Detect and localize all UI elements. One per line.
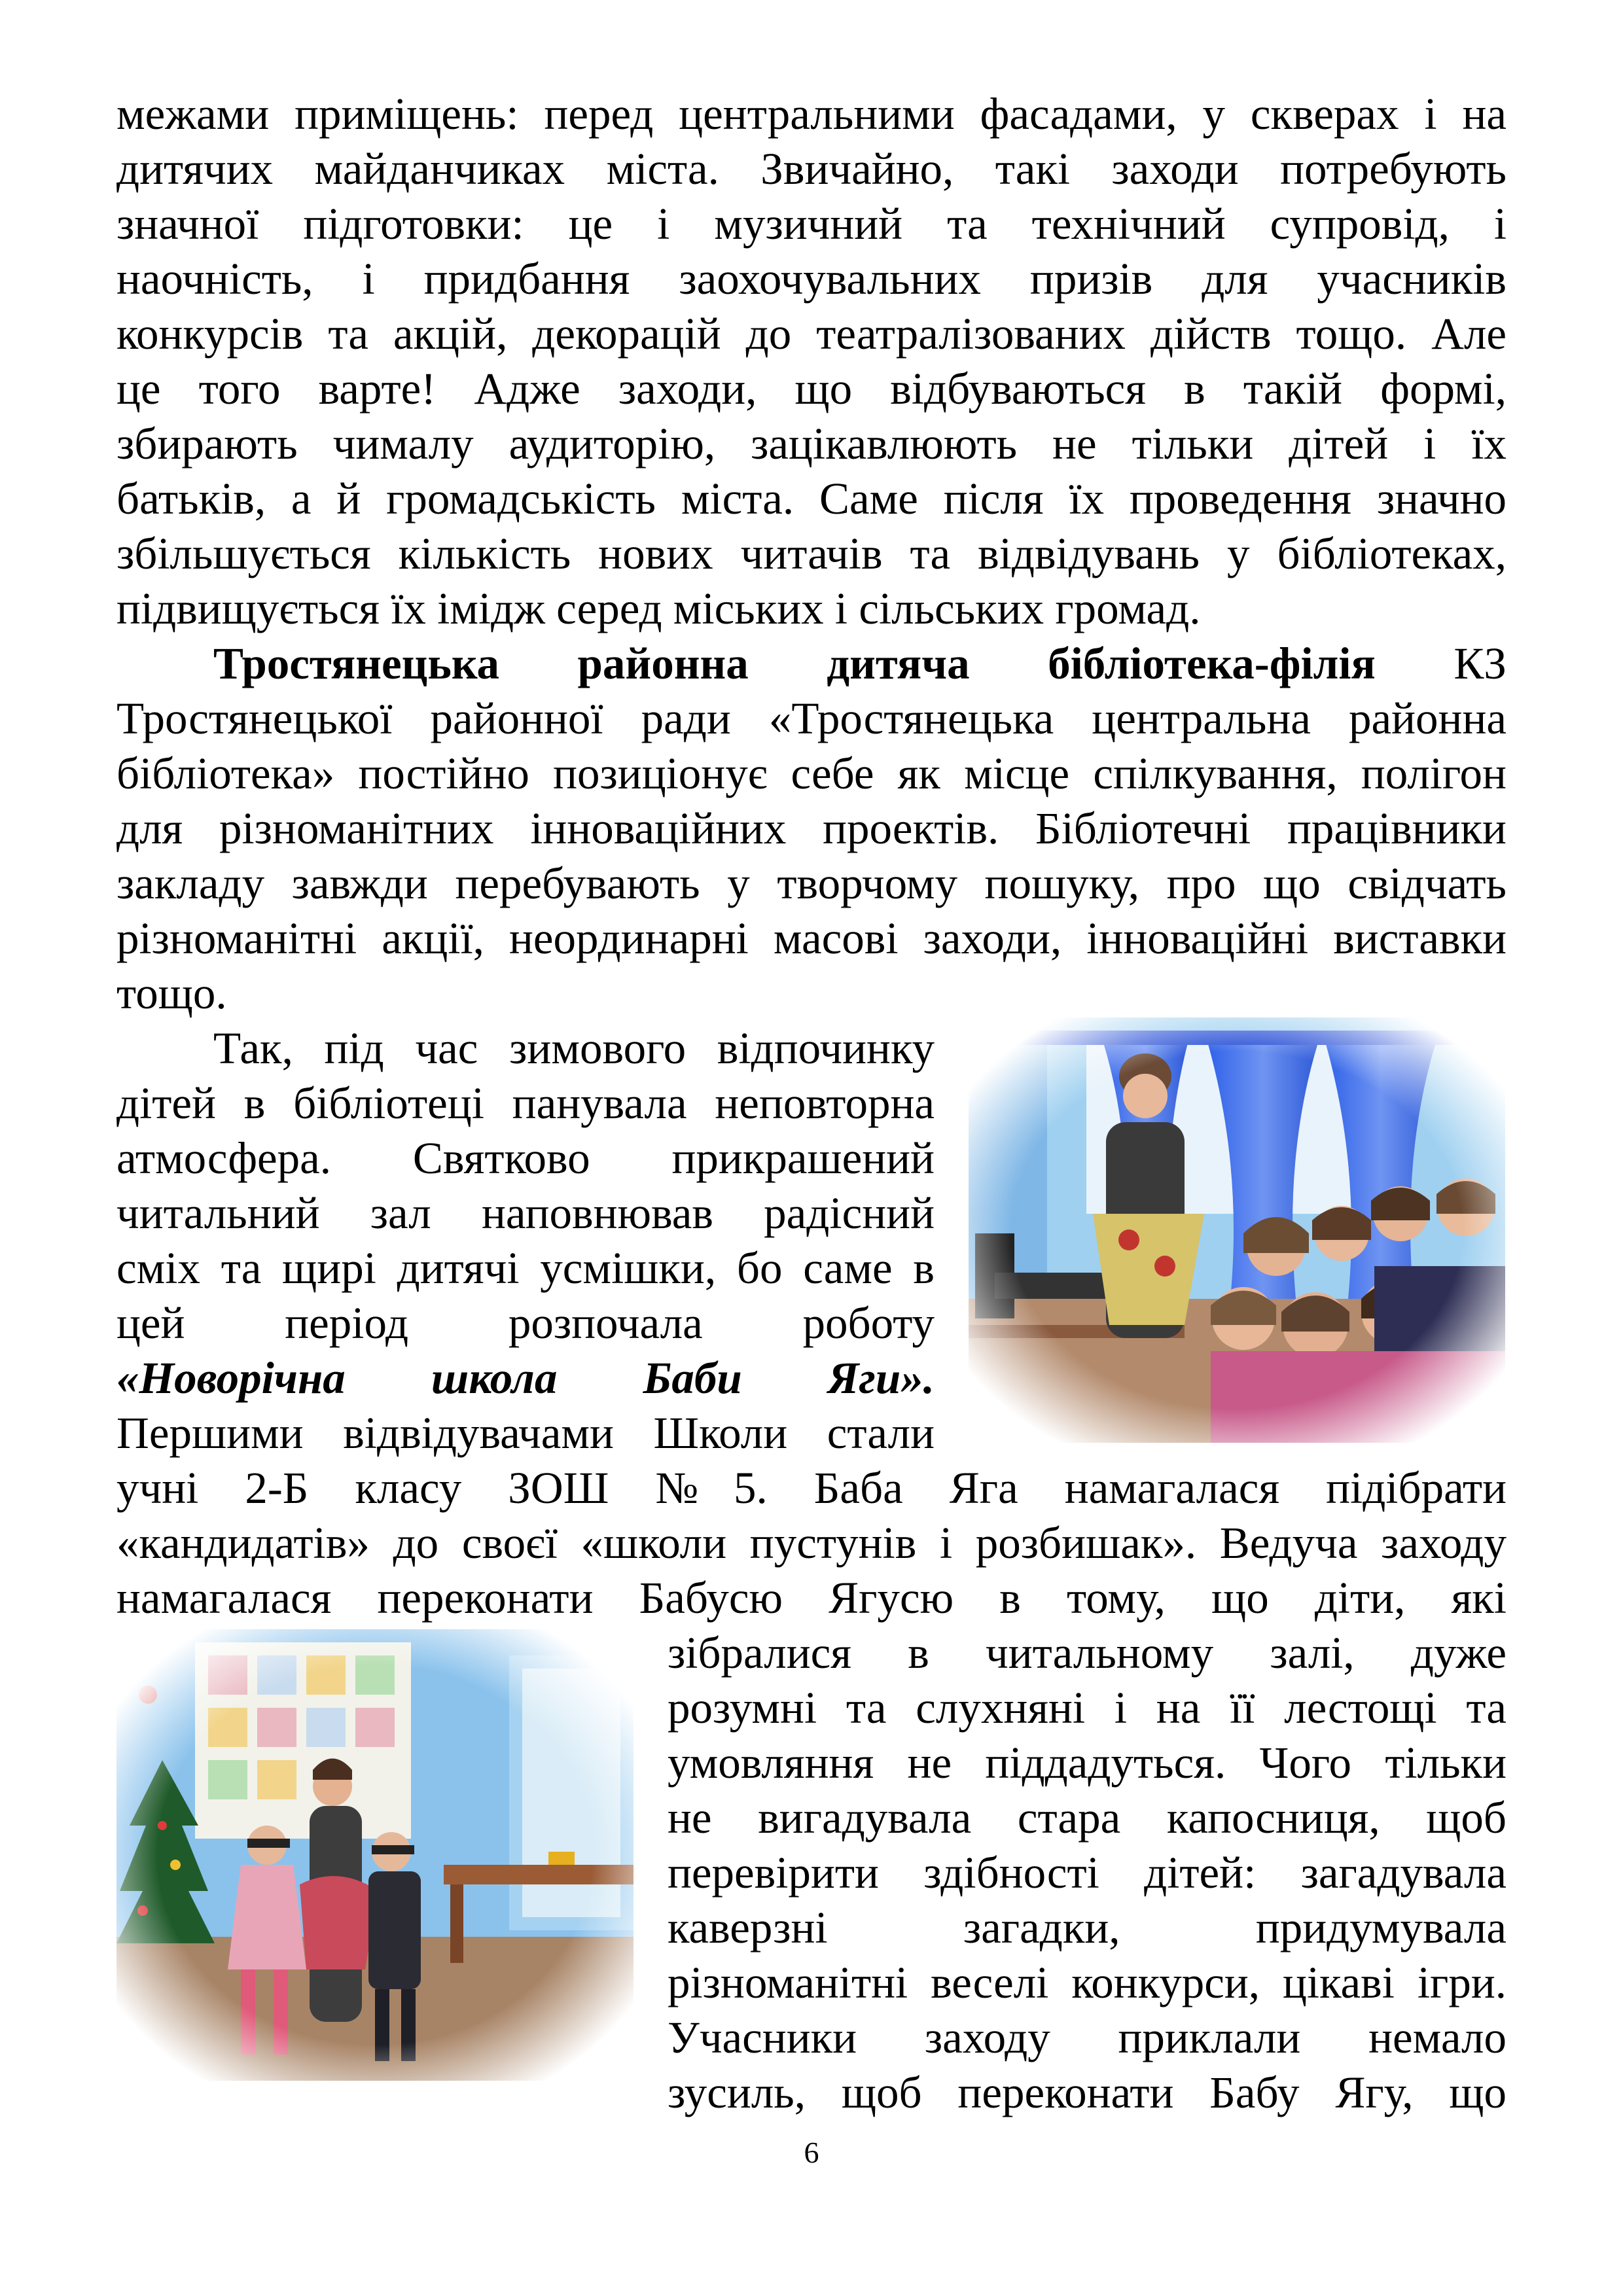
text-line: Так, під час зимового відпочинку	[213, 1023, 935, 1073]
lead-rest: КЗ	[1454, 639, 1507, 688]
text-line: не вигадувала стара капосниця, щоб	[668, 1793, 1507, 1843]
text-line: значної підготовки: це і музичний та технічний супровід, і	[116, 199, 1507, 249]
text-line: розумні та слухняні і на її лестощі та	[668, 1683, 1507, 1733]
text-line: різноманітні веселі конкурси, цікаві ігри.	[668, 1958, 1507, 2007]
text-line: атмосфера. Святково прикрашений	[116, 1133, 935, 1183]
text-line: конкурсів та акцій, декорацій до театралізованих дійств тощо. Але	[116, 309, 1507, 359]
event-title: «Новорічна школа Баби Яги».	[116, 1353, 935, 1403]
text-line: дитячих майданчиках міста. Звичайно, такі заходи потребують	[116, 144, 1507, 194]
text-line: Учасники заходу приклали немало	[668, 2013, 1507, 2062]
text-line: різноманітні акції, неординарні масові заходи, інноваційні виставки	[116, 913, 1507, 963]
text-line: межами приміщень: перед центральними фасадами, у скверах і на	[116, 89, 1507, 139]
text-line: збільшується кількість нових читачів та відвідувань у бібліотеках,	[116, 529, 1507, 578]
text-line: закладу завжди перебувають у творчому пошуку, про що свідчать	[116, 858, 1507, 908]
text-line: каверзні загадки, придумувала	[668, 1903, 1507, 1952]
text-line: цей період розпочала роботу	[116, 1298, 935, 1348]
page-number: 6	[804, 2136, 819, 2169]
text-line: зібралися в читальному залі, дуже	[668, 1628, 1507, 1678]
text-line: читальний зал наповнював радісний	[116, 1188, 935, 1238]
photo-baba-yaga-christmas-tree	[116, 1629, 633, 2081]
text-line: умовляння не піддадуться. Чого тільки	[668, 1738, 1507, 1788]
text-line: бібліотека» постійно позиціонує себе як місце спілкування, полігон	[116, 749, 1507, 798]
text-line: для різноманітних інноваційних проектів. Бібліотечні працівники	[116, 804, 1507, 853]
text-line: батьків, а й громадськість міста. Саме після їх проведення значно	[116, 474, 1507, 523]
text-line: сміх та щирі дитячі усмішки, бо саме в	[116, 1243, 935, 1293]
text-line: це того варте! Адже заходи, що відбуваються в такій формі,	[116, 364, 1507, 414]
text-line: збирають чималу аудиторію, зацікавлюють не тільки дітей і їх	[116, 419, 1507, 468]
text-line: перевірити здібності дітей: загадувала	[668, 1848, 1507, 1898]
text-line: Першими відвідувачами Школи стали	[116, 1408, 935, 1458]
text-line: учні 2-Б класу ЗОШ №5. Баба Яга намагалася підібрати	[116, 1463, 1507, 1513]
photo-baba-yaga-reading-room	[969, 1017, 1505, 1443]
text-line: «кандидатів» до своєї «школи пустунів і розбишак». Ведуча заходу	[116, 1518, 1507, 1568]
text-line: тощо.	[116, 968, 227, 1018]
text-line: намагалася переконати Бабусю Ягусю в тому, що діти, які	[116, 1573, 1507, 1623]
text-line: наочність, і придбання заохочувальних призів для учасників	[116, 254, 1507, 304]
text-line: зусиль, щоб переконати Бабу Ягу, що	[668, 2068, 1507, 2117]
text-line: Тростянецької районної ради «Тростянецька центральна районна	[116, 694, 1507, 743]
library-name: Тростянецька районна дитяча бібліотека-філія	[213, 639, 1376, 688]
text-line-lead	[116, 636, 1507, 691]
text-line: підвищується їх імідж серед міських і сільських громад.	[116, 584, 1201, 633]
text-line: дітей в бібліотеці панувала неповторна	[116, 1078, 935, 1128]
